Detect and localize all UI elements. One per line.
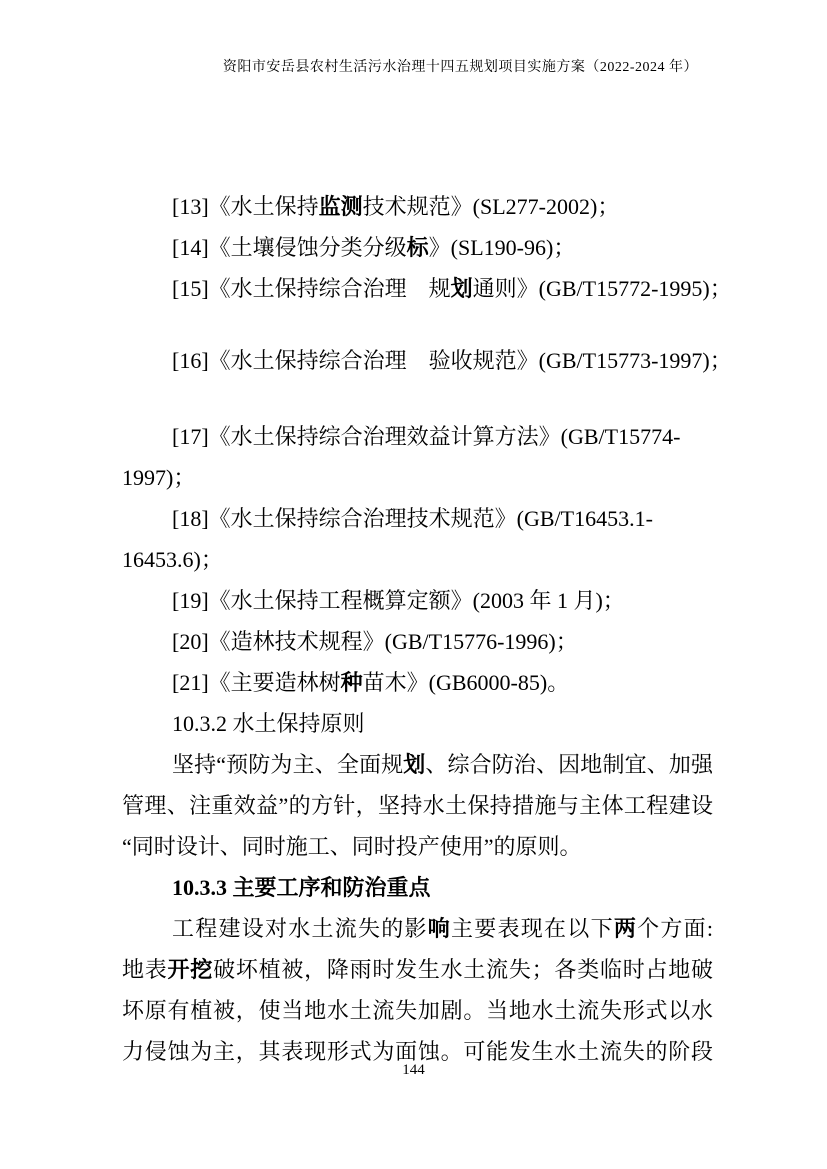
document-header: 资阳市安岳县农村生活污水治理十四五规划项目实施方案（2022-2024 年） xyxy=(222,60,698,75)
reference-item-14: [14]《土壤侵蚀分类分级标》(SL190-96)； xyxy=(172,235,576,260)
reference-item-17-line-2: 1997)； xyxy=(122,465,196,490)
reference-item-13: [13]《水土保持监测技术规范》(SL277-2002)； xyxy=(172,194,620,219)
paragraph-1-line-2: 管理、注重效益”的方针，坚持水土保持措施与主体工程建设 xyxy=(122,793,713,818)
reference-item-20: [20]《造林技术规程》(GB/T15776-1996)； xyxy=(172,629,578,654)
paragraph-2-line-2: 地表开挖破坏植被，降雨时发生水土流失；各类临时占地破 xyxy=(122,957,713,982)
page-number: 144 xyxy=(402,1062,425,1078)
reference-item-18-line-1: [18]《水土保持综合治理技术规范》(GB/T16453.1- xyxy=(172,506,653,531)
document-body xyxy=(122,186,732,1072)
section-heading-10-3-2: 10.3.2 水土保持原则 xyxy=(172,711,365,736)
reference-item-17-line-1: [17]《水土保持综合治理效益计算方法》(GB/T15774- xyxy=(172,424,681,449)
reference-item-16: [16]《水土保持综合治理 验收规范》(GB/T15773-1997)； xyxy=(172,348,732,373)
paragraph-2-line-4: 力侵蚀为主，其表现形式为面蚀。可能发生水土流失的阶段 xyxy=(122,1039,713,1064)
paragraph-2-line-3: 坏原有植被，使当地水土流失加剧。当地水土流失形式以水 xyxy=(122,998,713,1023)
paragraph-2-line-1: 工程建设对水土流失的影响主要表现在以下两个方面: xyxy=(172,916,713,941)
section-heading-10-3-3: 10.3.3 主要工序和防治重点 xyxy=(172,875,431,900)
paragraph-1-line-1: 坚持“预防为主、全面规划、综合防治、因地制宜、加强 xyxy=(172,752,713,777)
paragraph-1-line-3: “同时设计、同时施工、同时投产使用”的原则。 xyxy=(122,834,582,859)
reference-item-21: [21]《主要造林树种苗木》(GB6000-85)。 xyxy=(172,670,570,695)
reference-item-18-line-2: 16453.6)； xyxy=(122,547,223,572)
reference-item-19: [19]《水土保持工程概算定额》(2003 年 1 月)； xyxy=(172,588,625,613)
reference-item-15: [15]《水土保持综合治理 规划通则》(GB/T15772-1995)； xyxy=(172,276,732,301)
